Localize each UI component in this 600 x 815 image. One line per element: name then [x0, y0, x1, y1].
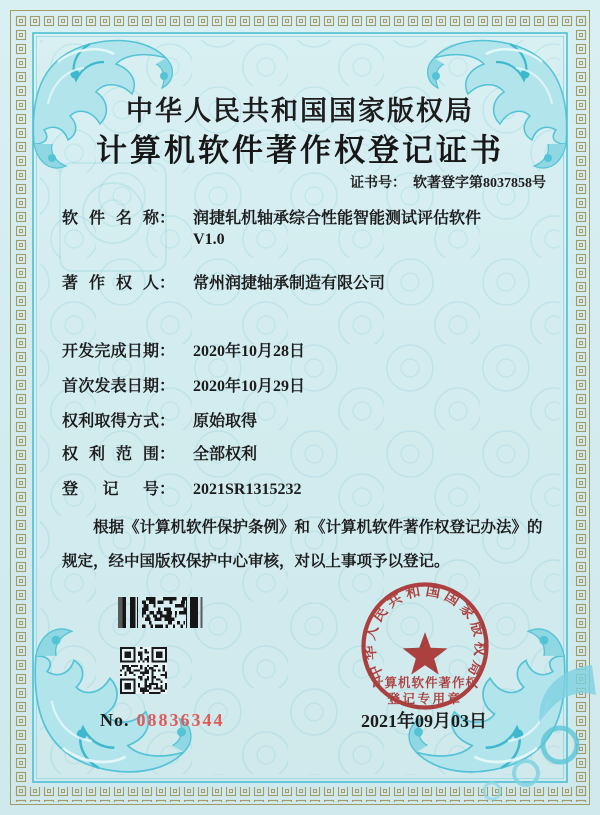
seal-arc-text: 中华人民共和国国家版权局	[362, 583, 488, 682]
certificate-number	[0, 174, 546, 194]
field-row-rights-acquisition	[62, 411, 257, 432]
serial-number-label: No.	[100, 710, 130, 730]
official-seal	[350, 571, 500, 721]
issuing-authority: 中华人民共和国国家版权局	[126, 96, 474, 126]
qr-code	[120, 647, 167, 694]
field-value: 常州润捷轴承制造有限公司	[193, 275, 386, 292]
seal-line1: 计算机软件著作权	[370, 676, 480, 690]
field-row-registration-number	[62, 479, 301, 500]
field-label: 首次发表日期	[62, 378, 159, 395]
star-icon	[403, 632, 448, 675]
certificate-number-value: 软著登字第8037858号	[413, 176, 546, 191]
field-colon: ：	[159, 275, 176, 292]
certificate-title: 计算机软件著作权登记证书	[96, 133, 504, 168]
serial-number-value: 08836344	[136, 710, 225, 730]
greek-key-top	[13, 13, 587, 28]
serial-number	[100, 708, 225, 732]
field-colon: ：	[159, 210, 176, 227]
field-label: 权利取得方式	[62, 413, 159, 430]
certificate-number-label: 证书号：	[350, 176, 406, 191]
software-name: 润捷轧机轴承综合性能智能测试评估软件	[193, 210, 482, 227]
svg-text:中华人民共和国国家版权局	[360, 581, 490, 682]
field-row-first-publish-date	[62, 376, 305, 397]
field-value	[193, 208, 481, 250]
field-label: 开发完成日期	[62, 343, 159, 360]
field-row-software-name	[62, 208, 481, 250]
field-value: 2021SR1315232	[193, 481, 302, 498]
field-value: 2020年10月28日	[193, 343, 306, 360]
field-colon: ：	[159, 481, 176, 498]
field-row-rights-scope	[62, 444, 257, 465]
field-value: 2020年10月29日	[193, 378, 306, 395]
software-version: V1.0	[193, 231, 225, 248]
field-label: 权利范围	[62, 446, 159, 463]
seal-line2: 登记专用章	[387, 692, 463, 706]
field-colon: ：	[159, 413, 176, 430]
field-value: 原始取得	[193, 413, 258, 430]
registration-date: 2021年09月03日	[361, 711, 487, 731]
field-row-copyright-owner	[62, 273, 385, 294]
field-colon: ：	[159, 343, 176, 360]
field-value: 全部权利	[193, 446, 258, 463]
field-colon: ：	[159, 378, 176, 395]
field-label: 登记号	[62, 481, 159, 498]
registration-statement: 根据《计算机软件保护条例》和《计算机软件著作权登记办法》的规定，经中国版权保护中心审核，对以上事项予以登记。	[62, 519, 543, 570]
field-label: 软件名称	[62, 210, 159, 227]
field-row-dev-complete-date	[62, 341, 305, 362]
field-colon: ：	[159, 446, 176, 463]
field-label: 著作权人	[62, 275, 159, 292]
barcode	[118, 597, 208, 628]
